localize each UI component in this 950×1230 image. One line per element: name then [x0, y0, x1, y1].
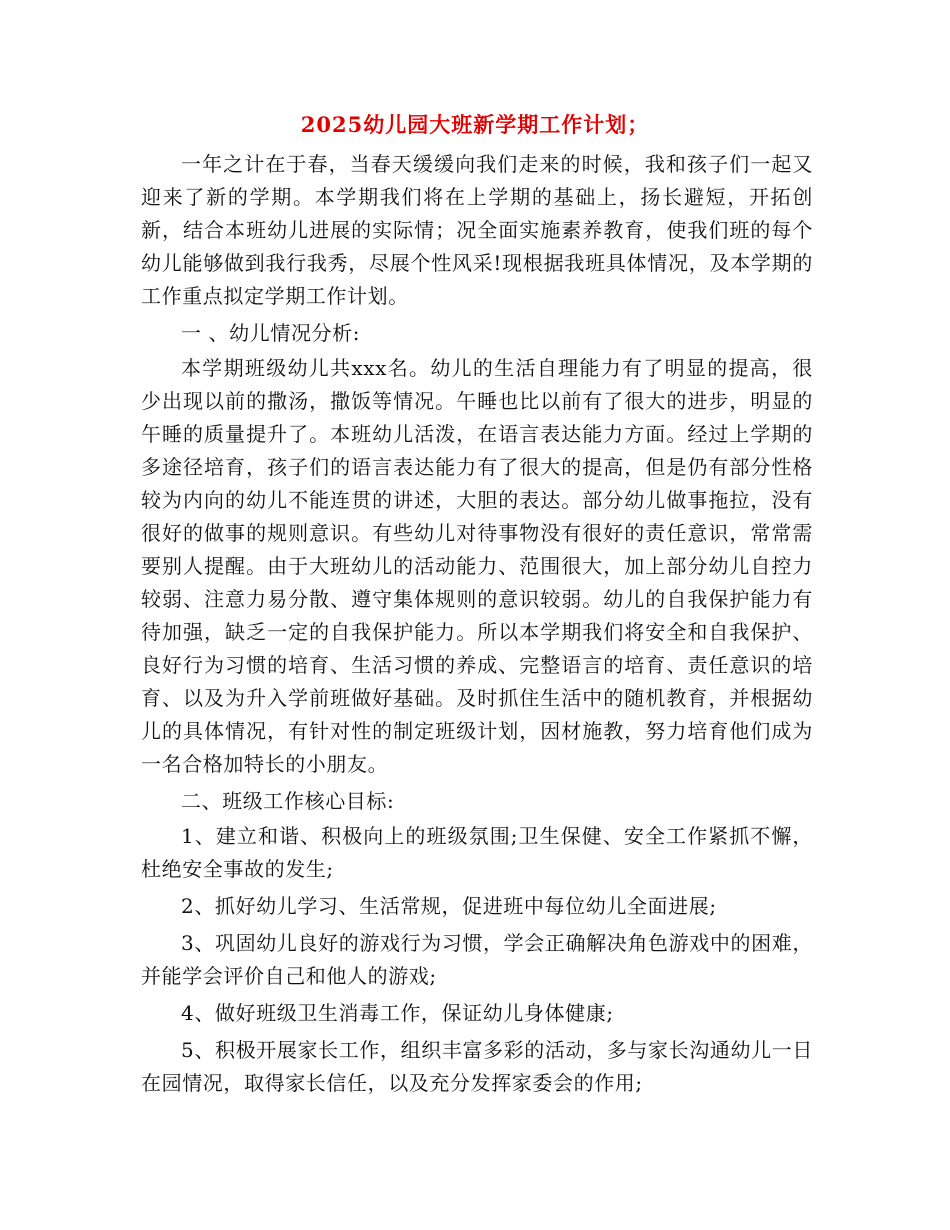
document-body — [141, 148, 813, 1104]
section-heading-2: 二、班级工作核心目标: — [181, 789, 395, 813]
goal-item-2: 2、抓好幼儿学习、生活常规，促进班中每位幼儿全面进展; — [181, 894, 717, 918]
goal-item-3: 3、巩固幼儿良好的游戏行为习惯，学会正确解决角色游戏中的困难，并能学会评价自己和他人的游戏; — [141, 931, 813, 988]
goal-item-1: 1、建立和谐、积极向上的班级氛围;卫生保健、安全工作紧抓不懈，杜绝安全事故的发生; — [141, 824, 813, 881]
section-heading-1: 一 、幼儿情况分析: — [181, 321, 361, 345]
document-title: 2025幼儿园大班新学期工作计划； — [300, 112, 650, 137]
goal-item-5: 5、积极开展家长工作，组织丰富多彩的活动，多与家长沟通幼儿一日在园情况，取得家长信任，以及充分发挥家委会的作用; — [141, 1038, 813, 1095]
analysis-paragraph: 本学期班级幼儿共xxx名。幼儿的生活自理能力有了明显的提高，很少出现以前的撒汤，撒饭等情况。午睡也比以前有了很大的进步，明显的午睡的质量提升了。本班幼儿活泼，在语言表达能力方面。经过上学期的多途径培育，孩子们的语言表达能力有了很大的提高，但是仍有部分性格较为内向的幼儿不能连贯的讲述，大胆的表达。部分幼儿做事拖拉，没有很好的做事的规则意识。有些幼儿对待事物没有很好的责任意识，常常需要别人提醒。由于大班幼儿的活动能力、范围很大，加上部分幼儿自控力较弱、注意力易分散、遵守集体规则的意识较弱。幼儿的自我保护能力有待加强，缺乏一定的自我保护能力。所以本学期我们将安全和自我保护、良好行为习惯的培育、生活习惯的养成、完整语言的培育、责任意识的培育、以及为升入学前班做好基础。及时抓住生活中的随机教育，并根据幼儿的具体情况，有针对性的制定班级计划，因材施教，努力培育他们成为一名合格加特长的小朋友。 — [141, 356, 813, 776]
goal-item-4: 4、做好班级卫生消毒工作，保证幼儿身体健康; — [181, 1001, 614, 1025]
intro-paragraph: 一年之计在于春，当春天缓缓向我们走来的时候，我和孩子们一起又迎来了新的学期。本学期我们将在上学期的基础上，扬长避短，开拓创新，结合本班幼儿进展的实际情；况全面实施素养教育，使我们班的每个幼儿能够做到我行我秀，尽展个性风采!现根据我班具体情况，及本学期的工作重点拟定学期工作计划。 — [141, 152, 813, 308]
